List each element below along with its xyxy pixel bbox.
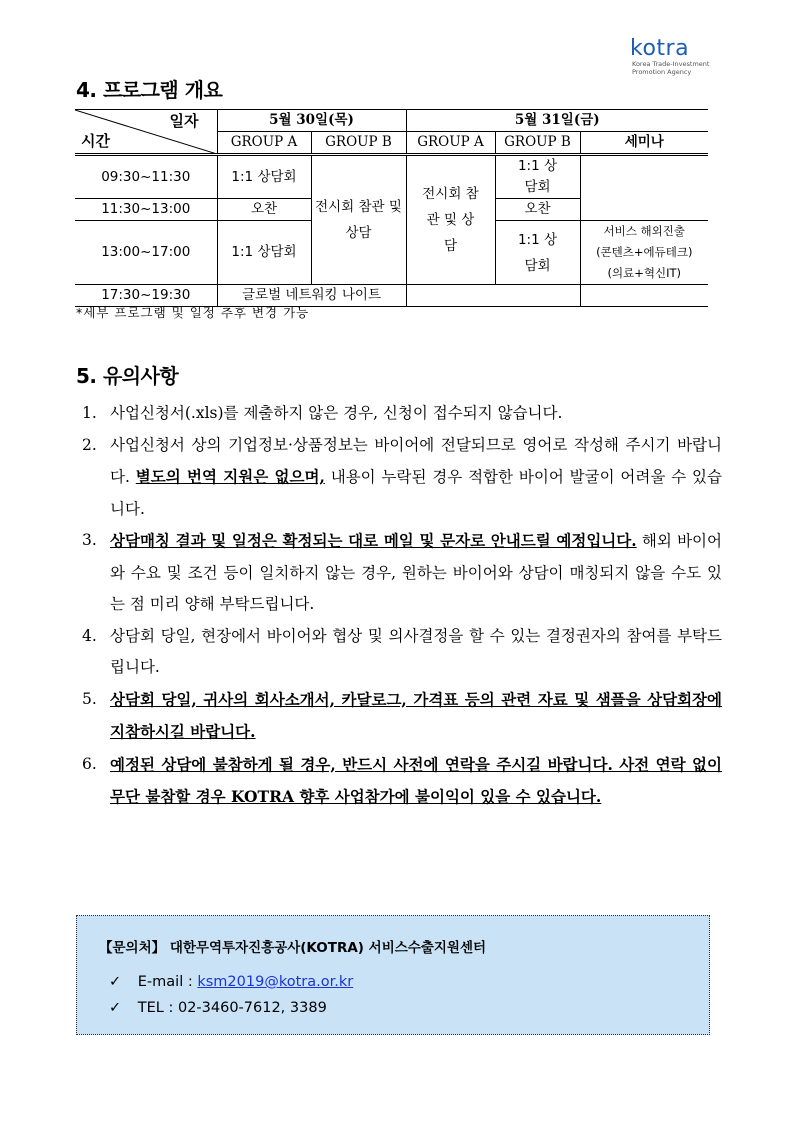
time-cell: 17:30~19:30 [75,285,217,307]
item-emphasis: 예정된 상담에 불참하게 될 경우, 반드시 사전에 연락을 주시길 바랍니다. 사전 연락 없이 무단 불참할 경우 KOTRA 향후 사업참가에 불이익이 있을 수 있습니다. [110,754,722,806]
item-number: 6. [82,754,97,773]
item-number: 5. [82,689,97,708]
schedule-cell: 1:1 상담회 [217,221,311,285]
caution-item [82,525,722,621]
item-number: 3. [82,531,97,549]
schedule-cell: 1:1 상담회 [495,221,580,285]
item-text: 해외 바이어와 수요 및 조건 등이 일치하지 않는 경우, 원하는 바이어와 상담이 매칭되지 않을 수도 있는 점 미리 양해 부탁드립니다. [110,532,722,613]
corner-date-label: 일자 [169,112,199,130]
seminar-line: 서비스 해외진출 [603,224,685,238]
logo-subtitle-2: Promotion Agency [632,68,692,76]
tel-label: TEL : [137,1000,178,1016]
email-label: E-mail : [137,974,198,990]
schedule-cell: 1:1 상담회 [217,155,311,199]
cautions-list [82,398,722,814]
item-number: 1. [82,404,97,422]
schedule-cell: 오찬 [217,199,311,221]
item-text: 내용이 누락된 경우 적합한 바이어 발굴이 어려울 수 있습니다. [110,468,722,518]
program-table [75,109,708,307]
check-icon: ✓ [109,974,122,990]
email-row [109,974,353,990]
day1-header: 5월 30일(목) [217,110,406,132]
empty-cell [580,285,708,307]
sub-header: GROUP B [495,132,580,155]
item-emphasis: 상담회 당일, 귀사의 회사소개서, 카달로그, 가격표 등의 관련 자료 및 샘플을 상담회장에 지참하시길 바랍니다. [110,689,722,741]
tel-value: 02-3460-7612, 3389 [177,1000,327,1016]
item-text: 사업신청서(.xls)를 제출하지 않은 경우, 신청이 접수되지 않습니다. [110,404,563,422]
item-text: 상담회 당일, 현장에서 바이어와 협상 및 의사결정을 할 수 있는 결정권자의 참여를 부탁드립니다. [110,626,722,676]
corner-cell [75,110,217,155]
sub-header: GROUP A [406,132,495,155]
networking-cell: 글로벌 네트워킹 나이트 [217,285,406,307]
logo-subtitle-1: Korea Trade-Investment [632,60,710,68]
section4-title: 4. 프로그램 개요 [76,78,223,102]
item-emphasis: 별도의 번역 지원은 없으며, [135,467,325,486]
contact-title: 【문의처】 대한무역투자진흥공사(KOTRA) 서비스수출지원센터 [99,940,487,956]
seminar-cell [580,221,708,285]
caution-item [82,749,722,814]
contact-box [76,915,710,1035]
section5-title: 5. 유의사항 [76,364,179,388]
corner-time-label: 시간 [81,132,110,150]
email-link[interactable]: ksm2019@kotra.or.kr [197,974,354,990]
caution-item [82,430,722,526]
schedule-cell: 전시회 참관 및 상담 [311,155,406,285]
sub-header: GROUP A [217,132,311,155]
check-icon: ✓ [109,1000,122,1016]
empty-cell [406,285,580,307]
sub-header: 세미나 [580,132,708,155]
logo-wordmark: kotra [630,36,690,61]
caution-item [82,398,722,430]
schedule-note: *세부 프로그램 및 일정 추후 변경 가능 [76,305,310,320]
item-number: 4. [82,626,97,645]
item-text: 사업신청서 상의 기업정보·상품정보는 바이어에 전달되므로 영어로 작성해 주시기 바랍니다. [110,435,722,486]
seminar-line: (의료+혁신IT) [607,266,681,280]
time-cell: 13:00~17:00 [75,221,217,285]
sub-header: GROUP B [311,132,406,155]
seminar-empty-cell [580,155,708,221]
time-cell: 09:30~11:30 [75,155,217,199]
item-number: 2. [82,435,97,454]
schedule-cell: 1:1 상담회 [495,155,580,199]
schedule-cell: 전시회 참관 및 상담 [406,155,495,285]
time-cell: 11:30~13:00 [75,199,217,221]
caution-item [82,621,722,684]
day2-header: 5월 31일(금) [406,110,708,132]
schedule-cell: 오찬 [495,199,580,221]
item-emphasis: 상담매칭 결과 및 일정은 확정되는 대로 메일 및 문자로 안내드릴 예정입니다. [110,531,637,550]
tel-row [109,1000,327,1016]
kotra-logo [630,38,720,76]
seminar-line: (콘텐츠+에듀테크) [596,245,693,259]
caution-item [82,684,722,749]
